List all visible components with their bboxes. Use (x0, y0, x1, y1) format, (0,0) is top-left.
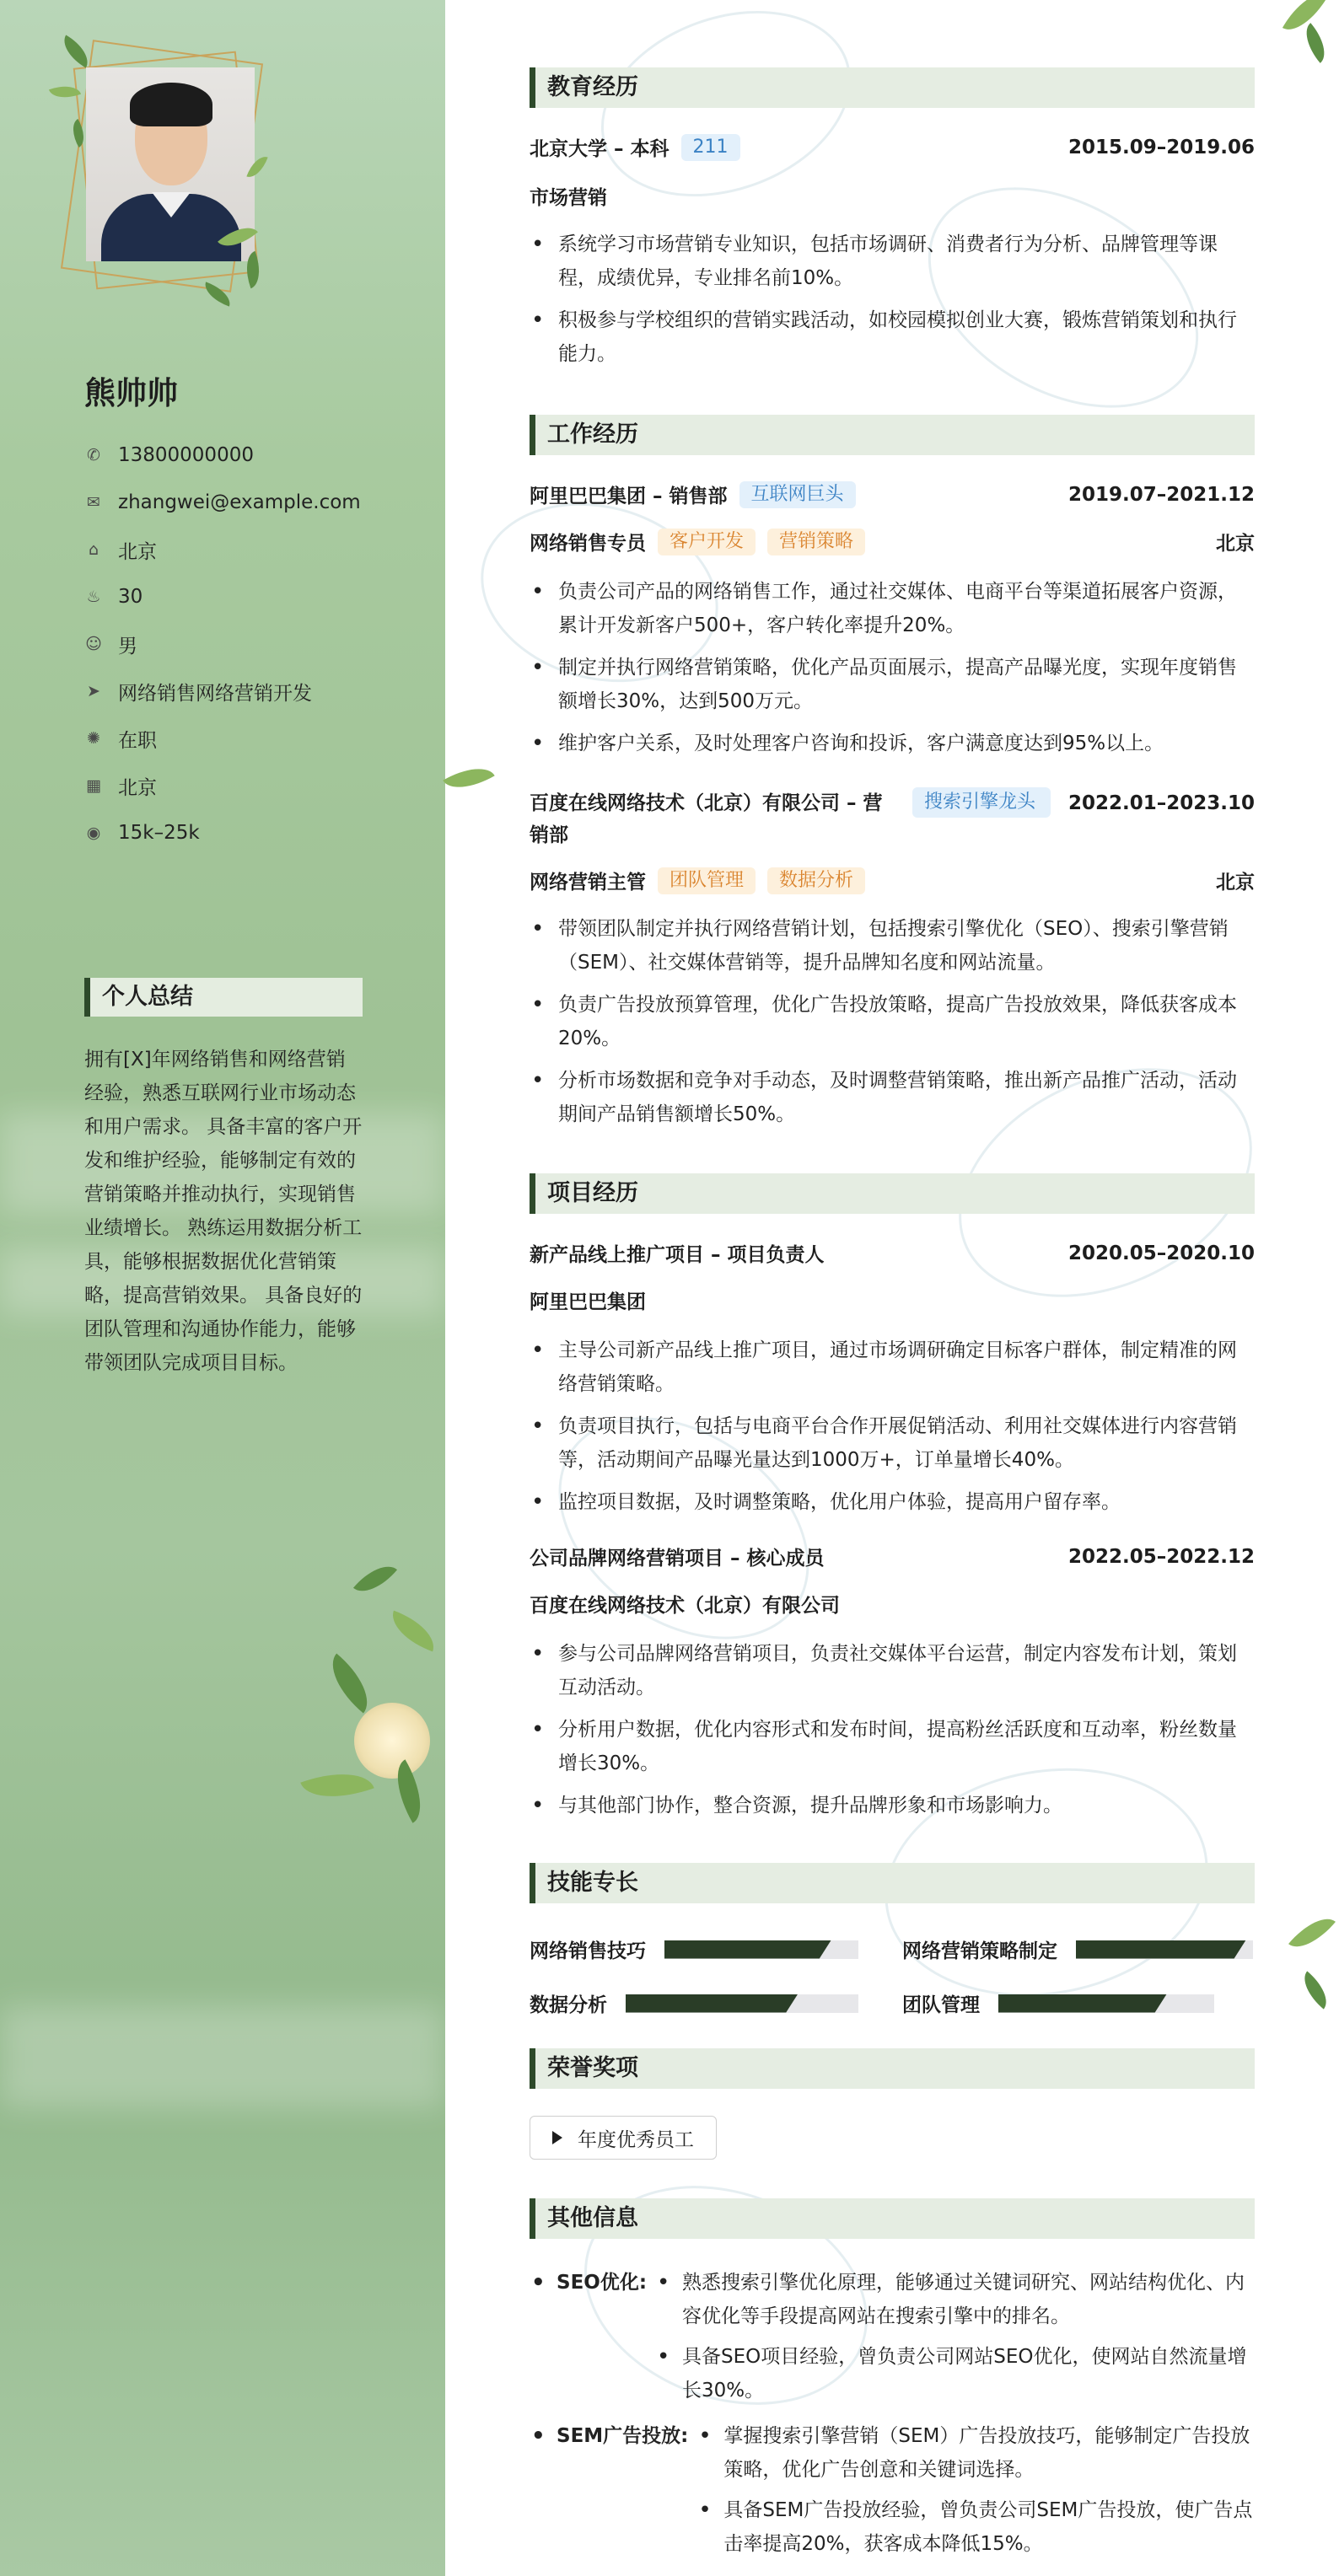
education-header (530, 133, 1255, 161)
list-item: • 具备SEM广告投放经验，曾负责公司SEM广告投放，使广告点击率提高20%，获客成本降低15%。 (696, 2493, 1255, 2561)
list-item: • 具备SEO项目经验，曾负责公司网站SEO优化，使网站自然流量增长30%。 (655, 2340, 1255, 2407)
work-title: 工作经历 (530, 415, 1255, 455)
job-role-row (530, 867, 1255, 894)
phone-icon: ✆ (87, 446, 100, 464)
role-tag: 客户开发 (658, 529, 756, 555)
candidate-name: 熊帅帅 (84, 375, 178, 411)
list-item: • 积极参与学校组织的营销实践活动，如校园模拟创业大赛，锻炼营销策划和执行能力。 (530, 303, 1255, 371)
skill-name: 数据分析 (530, 1994, 607, 2016)
job-header (530, 787, 1255, 851)
honors-title: 荣誉奖项 (530, 2048, 1255, 2089)
job-bullets (530, 912, 1255, 1140)
skill-name: 网络营销策略制定 (902, 1940, 1057, 1962)
project-date: 2022.05–2022.12 (1067, 1545, 1255, 1568)
summary-title: 个人总结 (84, 978, 363, 1017)
education-title: 教育经历 (530, 67, 1255, 108)
other-bullets (696, 2419, 1255, 2568)
skill-name: 团队管理 (902, 1994, 980, 2016)
list-item: • 负责广告投放预算管理，优化广告投放策略，提高广告投放效果，降低获客成本20%。 (530, 988, 1255, 1055)
company-name: 阿里巴巴集团 – 销售部 (530, 486, 728, 507)
skill-bar (664, 1940, 858, 1959)
project-header (530, 1543, 1255, 1570)
job-role: 网络营销主管 (530, 872, 646, 894)
list-item: • 系统学习市场营销专业知识，包括市场调研、消费者行为分析、品牌管理等课程，成绩优异，专业排名前10%。 (530, 228, 1255, 295)
info-text: 15k–25k (118, 822, 200, 844)
skill-item (902, 1989, 1214, 2017)
education-date: 2015.09–2019.06 (1067, 136, 1255, 158)
info-row (84, 479, 405, 526)
skill-item (530, 1989, 858, 2017)
honor-label: 年度优秀员工 (578, 2128, 694, 2151)
project-date: 2020.05–2020.10 (1067, 1242, 1255, 1264)
other-title: 其他信息 (530, 2198, 1255, 2239)
job-date: 2019.07–2021.12 (1067, 483, 1255, 506)
photo-frame (51, 34, 270, 320)
leaf-decoration (443, 757, 494, 800)
other-label: • SEM广告投放: (530, 2419, 688, 2568)
honor-item (530, 2116, 717, 2160)
list-item: • 监控项目数据，及时调整策略，优化用户体验，提高用户留存率。 (530, 1485, 1255, 1519)
leaf-decoration (1288, 1908, 1336, 1958)
leaf-decoration (1295, 1971, 1336, 2009)
project-name: 新产品线上推广项目 – 项目负责人 (530, 1244, 825, 1266)
info-text: zhangwei@example.com (118, 491, 361, 513)
company-name: 百度在线网络技术（北京）有限公司 – 营销部 (530, 792, 883, 846)
info-text: 13800000000 (118, 444, 254, 466)
education-bullets (530, 228, 1255, 379)
gender-icon: ☺ (85, 635, 102, 653)
job-header (530, 480, 1255, 508)
other-item (530, 2266, 1255, 2414)
leaf-decoration (1296, 23, 1334, 63)
skill-name: 网络销售技巧 (530, 1940, 646, 1962)
other-bullets (655, 2266, 1255, 2414)
job-bullets (530, 575, 1255, 769)
list-item: • 负责项目执行，包括与电商平台合作开展促销活动、利用社交媒体进行内容营销等，活动期间产品曝光量达到1000万+，订单量增长40%。 (530, 1409, 1255, 1477)
list-item: • 分析用户数据，优化内容形式和发布时间，提高粉丝活跃度和互动率，粉丝数量增长30%。 (530, 1713, 1255, 1780)
list-item: • 维护客户关系，及时处理客户咨询和投诉，客户满意度达到95%以上。 (530, 727, 1255, 760)
info-text: 男 (118, 635, 137, 657)
leaf-decoration (1283, 0, 1328, 40)
major: 市场营销 (530, 187, 607, 209)
info-row (84, 432, 405, 479)
send-icon: ➤ (87, 682, 100, 700)
skill-bar (998, 1994, 1214, 2013)
projects-title: 项目经历 (530, 1173, 1255, 1214)
contact-info (84, 432, 405, 856)
info-row (84, 762, 405, 809)
triangle-icon (552, 2131, 562, 2144)
info-row (84, 526, 405, 573)
info-text: 在职 (118, 729, 157, 752)
info-text: 北京 (118, 776, 157, 799)
list-item: • 主导公司新产品线上推广项目，通过市场调研确定目标客户群体，制定精准的网络营销策略。 (530, 1334, 1255, 1401)
job-role-row (530, 528, 1255, 555)
other-label: • SEO优化: (530, 2266, 647, 2414)
project-bullets (530, 1334, 1255, 1527)
info-text: 北京 (118, 540, 157, 563)
project-org: 百度在线网络技术（北京）有限公司 (530, 1595, 840, 1617)
role-tag: 数据分析 (767, 867, 865, 894)
company-tag: 搜索引擎龙头 (912, 787, 1051, 818)
age-icon: ♨ (86, 588, 101, 606)
skill-bar (1076, 1940, 1253, 1959)
status-icon: ✺ (87, 729, 100, 748)
job-role: 网络销售专员 (530, 533, 646, 555)
skill-item (902, 1935, 1253, 1963)
school-name: 北京大学 – 本科 (530, 138, 670, 160)
job-date: 2022.01–2023.10 (1067, 792, 1255, 814)
info-row (84, 620, 405, 668)
other-item (530, 2419, 1255, 2568)
summary-text: 拥有[X]年网络销售和网络营销经验，熟悉互联网行业市场动态和用户需求。 具备丰富的客户开发和维护经验，能够制定有效的营销策略并推动执行，实现销售业绩增长。 熟练运用数据分析工具，能够根据数据优化营销策略，提高营销效果。 具备良好的团队管理和沟通协作能力，能够带领团队完成项目目标。 (84, 1049, 363, 1374)
building-icon: ▦ (86, 776, 101, 795)
flower-decoration (304, 1568, 445, 1829)
mist-decoration (0, 2006, 445, 2107)
list-item: • 熟悉搜索引擎优化原理，能够通过关键词研究、网站结构优化、内容优化等手段提高网站在搜索引擎中的排名。 (655, 2266, 1255, 2333)
info-row (84, 573, 405, 620)
skill-item (530, 1935, 858, 1963)
info-row (84, 809, 405, 856)
list-item: • 分析市场数据和竞争对手动态，及时调整营销策略，推出新产品推广活动，活动期间产品销售额增长50%。 (530, 1064, 1255, 1131)
skill-bar (626, 1994, 858, 2013)
list-item: • 参与公司品牌网络营销项目，负责社交媒体平台运营，制定内容发布计划，策划互动活动。 (530, 1637, 1255, 1704)
project-name: 公司品牌网络营销项目 – 核心成员 (530, 1548, 825, 1570)
project-org: 阿里巴巴集团 (530, 1291, 646, 1313)
company-tag: 互联网巨头 (739, 481, 856, 508)
project-header (530, 1239, 1255, 1267)
list-item: • 带领团队制定并执行网络营销计划，包括搜索引擎优化（SEO）、搜索引擎营销（SEM）、社交媒体营销等，提升品牌知名度和网站流量。 (530, 912, 1255, 979)
info-text: 网络销售网络营销开发 (118, 682, 312, 705)
home-icon: ⌂ (88, 540, 99, 559)
info-text: 30 (118, 586, 143, 608)
school-tag: 211 (681, 134, 740, 161)
skills-title: 技能专长 (530, 1863, 1255, 1903)
salary-icon: ◉ (86, 824, 101, 842)
sidebar (0, 0, 445, 2576)
role-tag: 团队管理 (658, 867, 756, 894)
list-item: • 负责公司产品的网络销售工作，通过社交媒体、电商平台等渠道拓展客户资源，累计开发新客户500+，客户转化率提升20%。 (530, 575, 1255, 642)
job-city: 北京 (1216, 533, 1255, 555)
project-bullets (530, 1637, 1255, 1831)
job-city: 北京 (1216, 872, 1255, 894)
info-row (84, 668, 405, 715)
list-item: • 制定并执行网络营销策略，优化产品页面展示，提高产品曝光度，实现年度销售额增长30%，达到500万元。 (530, 651, 1255, 718)
mail-icon: ✉ (87, 493, 100, 512)
list-item: • 掌握搜索引擎营销（SEM）广告投放技巧，能够制定广告投放策略，优化广告创意和关键词选择。 (696, 2419, 1255, 2487)
list-item: • 与其他部门协作，整合资源，提升品牌形象和市场影响力。 (530, 1789, 1255, 1822)
role-tag: 营销策略 (767, 529, 865, 555)
info-row (84, 715, 405, 762)
